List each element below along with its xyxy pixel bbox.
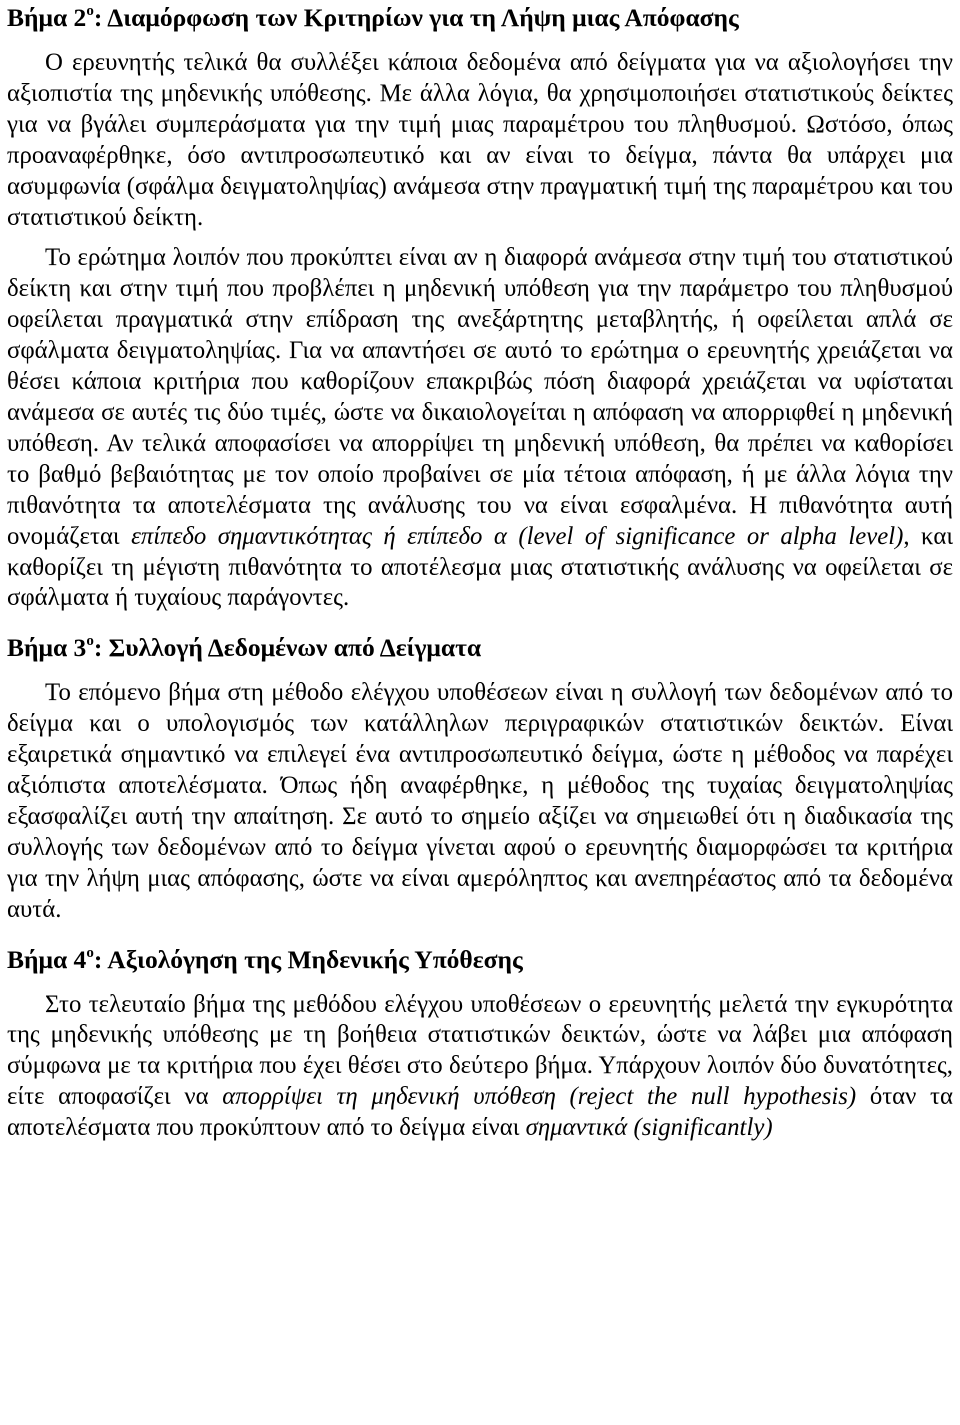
step3-heading-text: : Συλλογή Δεδομένων από Δείγματα [93, 633, 482, 663]
step2-paragraph-2-text-b: , και καθορίζει τη μέγιστη πιθανότητα το αποτέλεσμα μιας στατιστικής ανάλυσης να οφείλεται σε σφάλματα ή τυχαίους παράγοντες. [7, 522, 953, 612]
step4-heading-prefix: Βήμα 4 [7, 944, 87, 974]
step2-heading-prefix: Βήμα 2 [7, 3, 87, 32]
step3-paragraph: Το επόμενο βήμα στη μέθοδο ελέγχου υποθέσεων είναι η συλλογή των δεδομένων από το δείγμα και ο υπολογισμός των κατάλληλων περιγραφικών στατιστικών δεικτών. Είναι εξαιρετικά σημαντικό να επιλεγεί ένα αντιπροσωπευτικό δείγμα, ώστε η μέθοδος να παρέχει αξιόπιστα αποτελέσματα. Όπως ήδη αναφέρθηκε, η μέθοδος της τυχαίας δειγματοληψίας εξασφαλίζει αυτή την απαίτηση. Σε αυτό το σημείο αξίζει να σημειωθεί ότι η διαδικασία της συλλογής των δεδομένων από το δείγμα γίνεται αφού ο ερευνητής διαμορφώσει τα κριτήρια για την λήψη μιας απόφασης, ώστε να είναι αμερόληπτος και ανεπηρέαστος από τα δεδομένα αυτά. [7, 679, 953, 923]
step3-heading [7, 632, 953, 664]
step2-heading [7, 2, 953, 34]
step2-paragraph-1: Ο ερευνητής τελικά θα συλλέξει κάποια δεδομένα από δείγματα για να αξιολογήσει την αξιοπιστία της μηδενικής υπόθεσης. Με άλλα λόγια, θα χρησιμοποιήσει στατιστικούς δείκτες για να βγάλει συμπεράσματα για την τιμή μιας παραμέτρου του πληθυσμού. Ωστόσο, όπως προαναφέρθηκε, όσο αντιπροσωπευτικό και αν είναι το δείγμα, πάντα θα υπάρχει μια ασυμφωνία (σφάλμα δειγματοληψίας) ανάμεσα στην πραγματική τιμή της παραμέτρου και του στατιστικού δείκτη. [7, 49, 953, 231]
step2-paragraph-2-text-a: Το ερώτημα λοιπόν που προκύπτει είναι αν η διαφορά ανάμεσα στην τιμή του στατιστικού δείκτη και στην τιμή που προβλέπει η μηδενική υπόθεση για την παράμετρο του πληθυσμού οφείλεται πραγματικά στην επίδραση της ανεξάρτητης μεταβλητής, ή οφείλεται απλά σε σφάλματα δειγματοληψίας. Για να απαντήσει σε αυτό το ερώτημα ο ερευνητής χρειάζεται να θέσει κάποια κριτήρια που καθορίζουν επακριβώς πόση διαφορά χρειάζεται να υφίσταται ανάμεσα σε αυτές τις δύο τιμές, ώστε να δικαιολογείται η απόφαση να απορριφθεί η μηδενική υπόθεση. Αν τελικά αποφασίσει να απορρίψει τη μηδενική υπόθεση, θα πρέπει να καθορίσει το βαθμό βεβαιότητας με τον οποίο προβαίνει σε μία τέτοια απόφαση, ή με άλλα λόγια την πιθανότητα τα αποτελέσματα της ανάλυσης του να είναι εσφαλμένα. Η πιθανότητα αυτή ονομάζεται [7, 244, 953, 550]
step3-heading-ordinal: ο [86, 633, 94, 650]
significantly-term: σημαντικά (significantly) [525, 1114, 773, 1142]
step4-paragraph [7, 990, 953, 1145]
step2-heading-ordinal: ο [86, 3, 94, 19]
step4-heading-text: : Αξιολόγηση της Μηδενικής Υπόθεσης [93, 944, 523, 974]
step2-heading-text: : Διαμόρφωση των Κριτηρίων για τη Λήψη μιας Απόφασης [93, 3, 739, 32]
step4-paragraph-text-a: Στο τελευταίο βήμα της μεθόδου ελέγχου υποθέσεων ο ερευνητής μελετά την εγκυρότητα της μηδενικής υπόθεσης με τη βοήθεια στατιστικών δεικτών, ώστε να λάβει μια απόφαση σύμφωνα με τα κριτήρια που έχει θέσει στο δεύτερο βήμα. Υπάρχουν λοιπόν δύο δυνατότητες, είτε αποφασίζει να [7, 990, 953, 1111]
step4-paragraph-text-b: όταν τα αποτελέσματα που προκύπτουν από το δείγμα είναι [7, 1083, 954, 1142]
significance-level-term: επίπεδο σημαντικότητας ή επίπεδο α (level of significance or alpha level) [131, 522, 904, 550]
step4-heading-ordinal: ο [86, 944, 94, 961]
step3-heading-prefix: Βήμα 3 [7, 633, 87, 663]
step2-paragraph-2 [7, 243, 953, 614]
step4-heading [7, 944, 953, 976]
reject-null-term: απορρίψει τη μηδενική υπόθεση (reject the null hypothesis) [222, 1083, 857, 1111]
document-page [7, 0, 953, 1144]
